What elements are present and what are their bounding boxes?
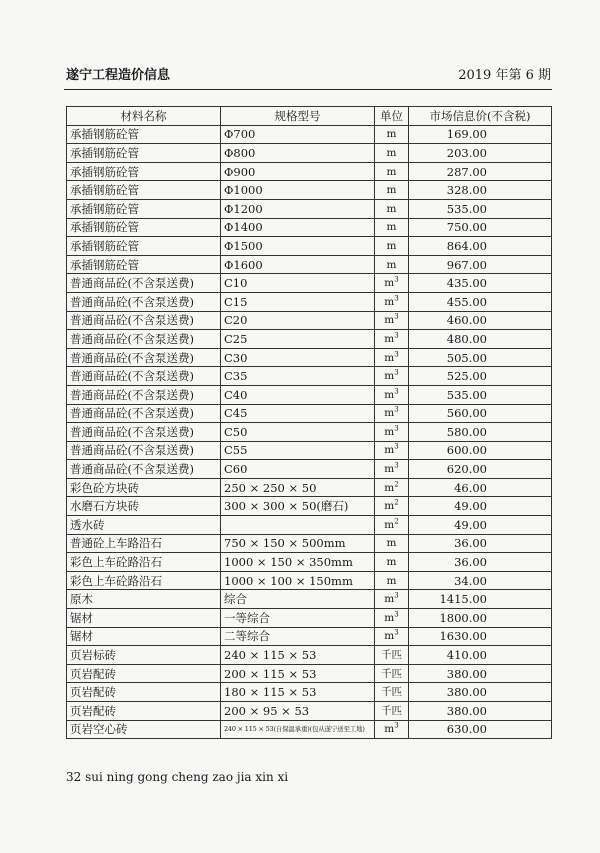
spec-cell: 二等综合	[221, 627, 375, 646]
unit-exponent: 3	[394, 405, 399, 414]
table-row	[67, 218, 552, 237]
price-cell: 535.00	[409, 199, 552, 218]
unit-exponent: 3	[394, 442, 399, 451]
unit-text: m	[384, 518, 395, 531]
spec-cell: Φ1000	[221, 181, 375, 200]
table-row	[67, 199, 552, 218]
unit-cell	[375, 181, 409, 200]
unit-text: m	[386, 146, 397, 159]
unit-text: m	[384, 444, 395, 457]
spec-cell: C40	[221, 385, 375, 404]
spec-cell: C35	[221, 367, 375, 386]
column-header-price: 市场信息价(不含税)	[409, 107, 552, 126]
material-name-cell: 彩色上车砼路沿石	[67, 553, 221, 572]
price-cell: 480.00	[409, 330, 552, 349]
unit-exponent: 3	[394, 721, 399, 730]
material-name-cell: 普通商品砼(不含泵送费)	[67, 441, 221, 460]
unit-exponent: 3	[394, 610, 399, 619]
material-name-cell: 页岩配砖	[67, 683, 221, 702]
spec-cell: 250 × 250 × 50	[221, 478, 375, 497]
table-row	[67, 534, 552, 553]
unit-cell	[375, 460, 409, 479]
table-row	[67, 702, 552, 721]
price-cell: 600.00	[409, 441, 552, 460]
spec-cell: 综合	[221, 590, 375, 609]
table-row	[67, 553, 552, 572]
price-cell: 34.00	[409, 571, 552, 590]
price-cell: 620.00	[409, 460, 552, 479]
spec-cell: 一等综合	[221, 609, 375, 628]
price-cell: 328.00	[409, 181, 552, 200]
table-row	[67, 664, 552, 683]
unit-cell	[375, 144, 409, 163]
price-cell: 49.00	[409, 516, 552, 535]
unit-text: m	[384, 351, 395, 364]
page-footer	[66, 770, 288, 784]
table-row	[67, 683, 552, 702]
material-name-cell: 普通商品砼(不含泵送费)	[67, 348, 221, 367]
unit-exponent: 3	[394, 275, 399, 284]
unit-text: m	[384, 630, 395, 643]
spec-cell: C10	[221, 274, 375, 293]
unit-text: m	[384, 388, 395, 401]
price-cell: 287.00	[409, 162, 552, 181]
table-row	[67, 720, 552, 739]
unit-cell	[375, 609, 409, 628]
table-row	[67, 144, 552, 163]
table-row	[67, 181, 552, 200]
table-row	[67, 311, 552, 330]
spec-cell: Φ1500	[221, 237, 375, 256]
page-header	[66, 64, 551, 84]
unit-cell	[375, 218, 409, 237]
spec-cell: Φ1200	[221, 199, 375, 218]
material-name-cell: 锯材	[67, 627, 221, 646]
table-row	[67, 348, 552, 367]
unit-exponent: 3	[394, 312, 399, 321]
unit-cell	[375, 571, 409, 590]
table-row	[67, 274, 552, 293]
issue-label: 2019 年第 6 期	[458, 68, 551, 83]
table-row	[67, 478, 552, 497]
unit-exponent: 3	[394, 331, 399, 340]
spec-cell: Φ700	[221, 125, 375, 144]
unit-text: m	[384, 277, 395, 290]
spec-cell: 240 × 115 × 53	[221, 646, 375, 665]
price-cell: 864.00	[409, 237, 552, 256]
column-header-spec: 规格型号	[221, 107, 375, 126]
table-row	[67, 460, 552, 479]
footer-pinyin: sui ning gong cheng zao jia xin xi	[85, 770, 289, 784]
table-row	[67, 441, 552, 460]
unit-cell	[375, 702, 409, 721]
material-name-cell: 透水砖	[67, 516, 221, 535]
price-cell: 36.00	[409, 534, 552, 553]
spec-cell: 180 × 115 × 53	[221, 683, 375, 702]
journal-title: 遂宁工程造价信息	[66, 68, 171, 83]
material-name-cell: 锯材	[67, 609, 221, 628]
table-row	[67, 367, 552, 386]
material-name-cell: 普通商品砼(不含泵送费)	[67, 423, 221, 442]
material-name-cell: 承插钢筋砼管	[67, 255, 221, 274]
material-name-cell: 普通砼上车路沿石	[67, 534, 221, 553]
unit-exponent: 2	[394, 480, 399, 489]
material-name-cell: 原木	[67, 590, 221, 609]
table-row	[67, 516, 552, 535]
spec-cell	[221, 516, 375, 535]
unit-text: m	[384, 332, 395, 345]
unit-text: m	[384, 481, 395, 494]
price-cell: 630.00	[409, 720, 552, 739]
header-rule	[64, 89, 552, 90]
unit-text: m	[384, 314, 395, 327]
unit-cell	[375, 516, 409, 535]
unit-cell	[375, 385, 409, 404]
table-row	[67, 255, 552, 274]
unit-text: m	[386, 258, 397, 271]
price-cell: 505.00	[409, 348, 552, 367]
material-name-cell: 承插钢筋砼管	[67, 125, 221, 144]
unit-cell	[375, 441, 409, 460]
price-cell: 1800.00	[409, 609, 552, 628]
table-row	[67, 423, 552, 442]
unit-cell	[375, 683, 409, 702]
unit-cell	[375, 478, 409, 497]
spec-cell: C25	[221, 330, 375, 349]
unit-cell	[375, 255, 409, 274]
unit-text: m	[386, 202, 397, 215]
table-row	[67, 571, 552, 590]
unit-text: m	[386, 556, 397, 569]
unit-cell	[375, 348, 409, 367]
price-cell: 410.00	[409, 646, 552, 665]
page-number: 32	[66, 770, 82, 784]
table-header-row	[67, 107, 552, 126]
unit-text: m	[386, 221, 397, 234]
material-name-cell: 承插钢筋砼管	[67, 162, 221, 181]
unit-cell	[375, 274, 409, 293]
unit-cell	[375, 330, 409, 349]
unit-text: 千匹	[381, 649, 402, 662]
unit-text: m	[384, 295, 395, 308]
unit-text: m	[384, 370, 395, 383]
column-header-name: 材料名称	[67, 107, 221, 126]
price-cell: 36.00	[409, 553, 552, 572]
price-cell: 203.00	[409, 144, 552, 163]
unit-cell	[375, 125, 409, 144]
price-cell: 435.00	[409, 274, 552, 293]
unit-text: m	[386, 165, 397, 178]
material-name-cell: 普通商品砼(不含泵送费)	[67, 330, 221, 349]
price-cell: 460.00	[409, 311, 552, 330]
table-row	[67, 646, 552, 665]
unit-text: 千匹	[381, 704, 402, 717]
spec-cell: 1000 × 150 × 350mm	[221, 553, 375, 572]
material-name-cell: 承插钢筋砼管	[67, 181, 221, 200]
price-cell: 169.00	[409, 125, 552, 144]
unit-cell	[375, 367, 409, 386]
material-name-cell: 普通商品砼(不含泵送费)	[67, 385, 221, 404]
column-header-unit: 单位	[375, 107, 409, 126]
unit-cell	[375, 199, 409, 218]
unit-text: 千匹	[381, 667, 402, 680]
unit-cell	[375, 664, 409, 683]
table-row	[67, 627, 552, 646]
spec-cell: Φ1600	[221, 255, 375, 274]
unit-text: m	[386, 537, 397, 550]
unit-cell	[375, 423, 409, 442]
unit-cell	[375, 553, 409, 572]
material-name-cell: 普通商品砼(不含泵送费)	[67, 274, 221, 293]
unit-exponent: 3	[394, 294, 399, 303]
material-name-cell: 承插钢筋砼管	[67, 199, 221, 218]
spec-cell: 750 × 150 × 500mm	[221, 534, 375, 553]
unit-cell	[375, 404, 409, 423]
price-cell: 1415.00	[409, 590, 552, 609]
unit-text: m	[384, 593, 395, 606]
table-row	[67, 330, 552, 349]
table-row	[67, 497, 552, 516]
unit-cell	[375, 590, 409, 609]
spec-cell: 300 × 300 × 50(磨石)	[221, 497, 375, 516]
price-cell: 580.00	[409, 423, 552, 442]
unit-cell	[375, 311, 409, 330]
table-row	[67, 404, 552, 423]
unit-text: m	[384, 611, 395, 624]
spec-cell: 200 × 115 × 53	[221, 664, 375, 683]
spec-cell: C20	[221, 311, 375, 330]
material-name-cell: 页岩标砖	[67, 646, 221, 665]
unit-exponent: 3	[394, 350, 399, 359]
spec-cell: C60	[221, 460, 375, 479]
material-name-cell: 普通商品砼(不含泵送费)	[67, 292, 221, 311]
price-cell: 49.00	[409, 497, 552, 516]
table-row	[67, 385, 552, 404]
spec-cell: C50	[221, 423, 375, 442]
material-name-cell: 普通商品砼(不含泵送费)	[67, 404, 221, 423]
table-row	[67, 292, 552, 311]
unit-cell	[375, 162, 409, 181]
unit-exponent: 2	[394, 517, 399, 526]
material-name-cell: 承插钢筋砼管	[67, 144, 221, 163]
unit-cell	[375, 534, 409, 553]
material-name-cell: 彩色上车砼路沿石	[67, 571, 221, 590]
material-name-cell: 普通商品砼(不含泵送费)	[67, 311, 221, 330]
unit-text: m	[386, 184, 397, 197]
unit-text: m	[384, 463, 395, 476]
price-cell: 535.00	[409, 385, 552, 404]
table-row	[67, 590, 552, 609]
price-cell: 380.00	[409, 702, 552, 721]
table-row	[67, 609, 552, 628]
spec-cell: C30	[221, 348, 375, 367]
unit-exponent: 3	[394, 591, 399, 600]
unit-exponent: 2	[394, 498, 399, 507]
unit-exponent: 3	[394, 387, 399, 396]
table-row	[67, 162, 552, 181]
unit-exponent: 3	[394, 424, 399, 433]
unit-text: m	[386, 239, 397, 252]
table-row	[67, 237, 552, 256]
unit-exponent: 3	[394, 628, 399, 637]
price-cell: 967.00	[409, 255, 552, 274]
spec-cell: C45	[221, 404, 375, 423]
price-cell: 750.00	[409, 218, 552, 237]
material-name-cell: 页岩空心砖	[67, 720, 221, 739]
unit-text: m	[386, 128, 397, 141]
table-row	[67, 125, 552, 144]
material-name-cell: 水磨石方块砖	[67, 497, 221, 516]
unit-cell	[375, 646, 409, 665]
material-name-cell: 普通商品砼(不含泵送费)	[67, 460, 221, 479]
unit-text: m	[384, 500, 395, 513]
price-cell: 525.00	[409, 367, 552, 386]
unit-cell	[375, 292, 409, 311]
spec-cell: Φ1400	[221, 218, 375, 237]
price-cell: 46.00	[409, 478, 552, 497]
spec-cell: 240 × 115 × 53(自保温承重)(包从遂宁送至工地)	[221, 720, 375, 739]
unit-text: m	[384, 407, 395, 420]
spec-cell: Φ900	[221, 162, 375, 181]
unit-text: m	[384, 723, 395, 736]
unit-text: 千匹	[381, 686, 402, 699]
price-table	[66, 106, 552, 739]
spec-cell: 200 × 95 × 53	[221, 702, 375, 721]
price-cell: 455.00	[409, 292, 552, 311]
material-name-cell: 页岩配砖	[67, 664, 221, 683]
unit-exponent: 3	[394, 461, 399, 470]
unit-exponent: 3	[394, 368, 399, 377]
unit-text: m	[384, 425, 395, 438]
price-cell: 560.00	[409, 404, 552, 423]
unit-text: m	[386, 574, 397, 587]
table-body	[67, 125, 552, 739]
spec-cell: C15	[221, 292, 375, 311]
spec-cell: C55	[221, 441, 375, 460]
unit-cell	[375, 237, 409, 256]
material-name-cell: 彩色砼方块砖	[67, 478, 221, 497]
material-name-cell: 承插钢筋砼管	[67, 218, 221, 237]
unit-cell	[375, 720, 409, 739]
material-name-cell: 普通商品砼(不含泵送费)	[67, 367, 221, 386]
price-cell: 380.00	[409, 664, 552, 683]
material-name-cell: 承插钢筋砼管	[67, 237, 221, 256]
price-cell: 380.00	[409, 683, 552, 702]
material-name-cell: 页岩配砖	[67, 702, 221, 721]
spec-cell: 1000 × 100 × 150mm	[221, 571, 375, 590]
price-cell: 1630.00	[409, 627, 552, 646]
unit-cell	[375, 497, 409, 516]
unit-cell	[375, 627, 409, 646]
spec-cell: Φ800	[221, 144, 375, 163]
